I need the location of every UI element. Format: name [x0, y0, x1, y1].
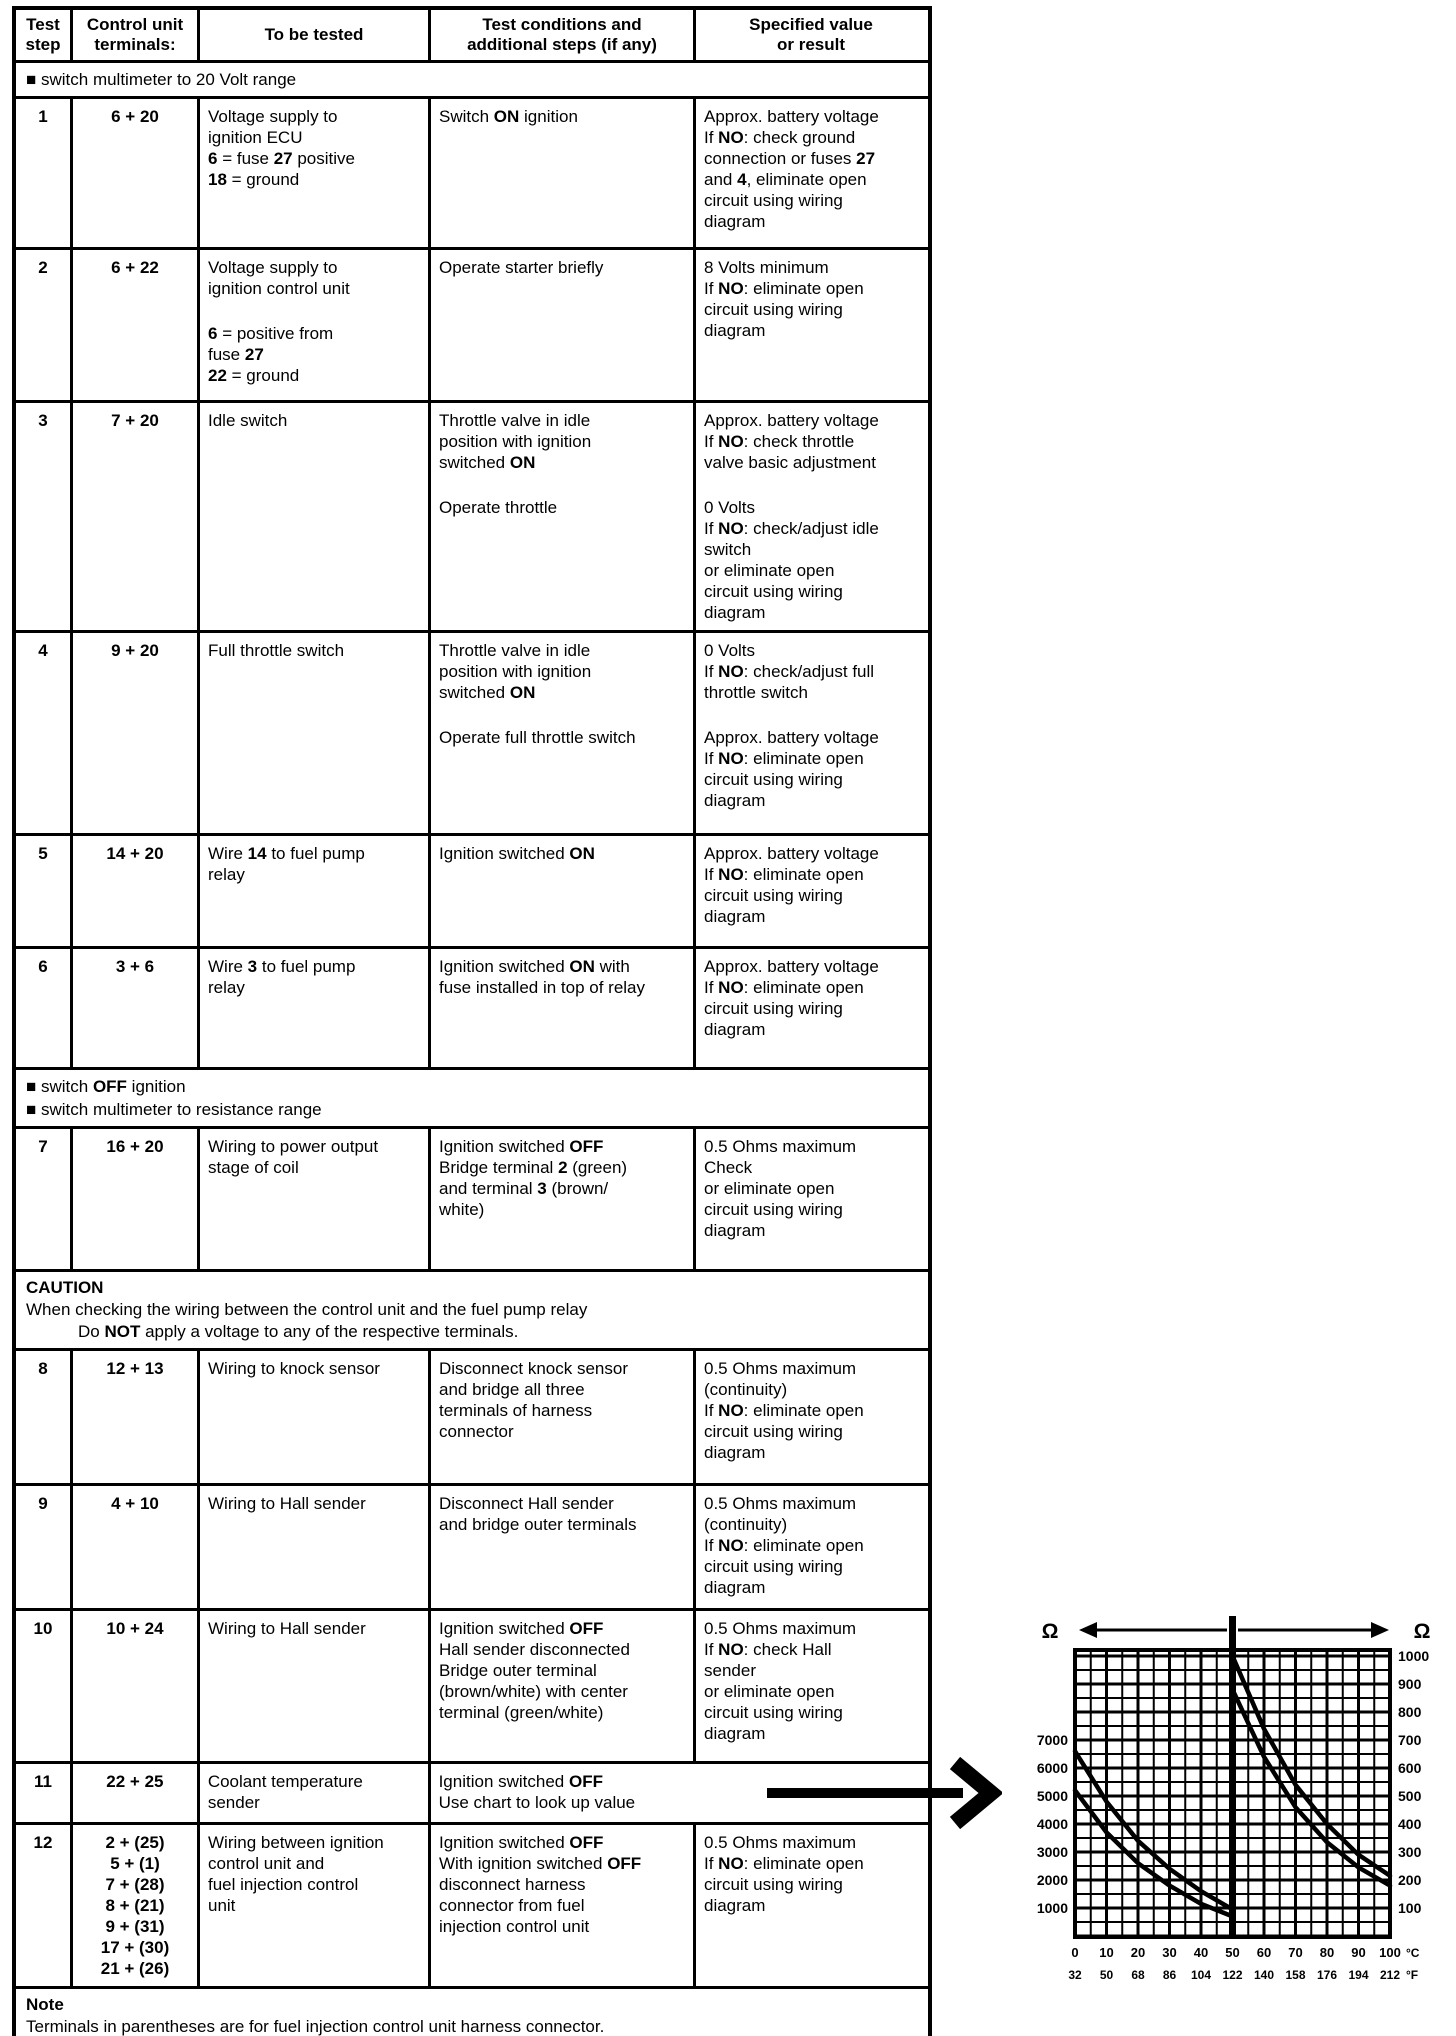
to-be-tested-text: Wiring to power output stage of coil [208, 1137, 379, 1177]
table-row [16, 403, 928, 633]
terminal-pair: 5 + (1) [110, 1854, 160, 1873]
test-step-cell [16, 250, 73, 400]
x-tick-label-celsius: 70 [1288, 1945, 1303, 1960]
caution-title: CAUTION [26, 1278, 104, 1297]
y-left-tick-label: 4000 [1036, 1816, 1068, 1832]
result-cell [696, 1486, 926, 1608]
y-right-tick-label: 1000 [1398, 1648, 1430, 1664]
terminals-cell [73, 1486, 200, 1608]
to-be-tested-text: Wire 14 to fuel pump relay [208, 844, 365, 884]
to-be-tested-cell [200, 836, 431, 946]
conditions-cell [431, 1825, 696, 1986]
to-be-tested-text: Idle switch [208, 411, 288, 430]
to-be-tested-text: Voltage supply to ignition ECU 6 = fuse 27 positive 18 = ground [208, 107, 355, 189]
conditions-text: Operate full throttle switch [439, 728, 636, 747]
column-header [696, 10, 926, 60]
result-text: Approx. battery voltage If NO: eliminate open circuit using wiring diagram [704, 728, 879, 810]
result-cell [696, 403, 926, 630]
left-scale-arrowhead [1079, 1622, 1097, 1638]
test-table [12, 6, 932, 2036]
x-tick-label-celsius: 80 [1319, 1945, 1335, 1960]
right-omega-label: Ω [1413, 1620, 1431, 1643]
x-tick-label-fahrenheit: 86 [1162, 1968, 1177, 1982]
x-tick-label-fahrenheit: 158 [1285, 1968, 1306, 1982]
y-left-tick-label: 7000 [1036, 1732, 1068, 1748]
right-scale-arrowhead [1371, 1622, 1389, 1638]
note-box [16, 1989, 928, 2036]
terminals-cell [73, 836, 200, 946]
table-row [16, 1486, 928, 1611]
result-cell [696, 1825, 926, 1986]
x-tick-label-celsius: 60 [1256, 1945, 1272, 1960]
x-tick-label-fahrenheit: 50 [1099, 1968, 1114, 1982]
terminal-pair: 22 + 25 [106, 1772, 164, 1791]
to-be-tested-cell [200, 949, 431, 1067]
column-header-line: or result [776, 35, 846, 54]
result-cell [696, 1611, 926, 1761]
x-tick-label-celsius: 40 [1193, 1945, 1209, 1960]
y-left-tick-label: 1000 [1036, 1900, 1068, 1916]
to-be-tested-text: Wiring to Hall sender [208, 1619, 366, 1638]
terminal-pair: 3 + 6 [115, 957, 155, 976]
test-step-cell [16, 949, 73, 1067]
y-right-tick-label: 500 [1398, 1788, 1422, 1804]
terminal-pair: 10 + 24 [106, 1619, 164, 1638]
table-body [16, 63, 928, 2036]
y-left-tick-label: 3000 [1036, 1844, 1068, 1860]
result-text: 0 Volts If NO: check/adjust idle switch or eliminate open circuit using wiring diagram [704, 498, 879, 622]
test-step-cell [16, 836, 73, 946]
to-be-tested-cell [200, 403, 431, 630]
conditions-text: Throttle valve in idle position with ignition switched ON [439, 411, 592, 472]
test-step-cell [16, 1129, 73, 1269]
y-right-tick-label: 800 [1398, 1704, 1422, 1720]
to-be-tested-text: Coolant temperature sender [207, 1772, 363, 1812]
conditions-text: Ignition switched OFF Use chart to look up value [438, 1772, 636, 1812]
y-left-tick-label: 6000 [1036, 1760, 1068, 1776]
conditions-text: Operate starter briefly [439, 258, 604, 277]
test-step-cell [16, 1351, 73, 1483]
column-header-line: To be tested [264, 25, 364, 44]
x-tick-label-fahrenheit: 104 [1190, 1968, 1212, 1982]
table-row [16, 836, 928, 949]
table-header-row [16, 10, 928, 63]
conditions-cell [431, 403, 696, 630]
result-text: 8 Volts minimum If NO: eliminate open circuit using wiring diagram [704, 258, 864, 340]
terminals-cell [73, 1611, 200, 1761]
result-text: 0 Volts If NO: check/adjust full throttle switch [704, 641, 875, 702]
x-tick-label-celsius: 90 [1351, 1945, 1366, 1960]
result-cell [696, 836, 926, 946]
x-tick-label-fahrenheit: 122 [1222, 1968, 1243, 1982]
test-step-cell [16, 1825, 73, 1986]
x-tick-label-celsius: 20 [1130, 1945, 1146, 1960]
terminal-pair: 2 + (25) [105, 1833, 165, 1852]
table-row [16, 1764, 928, 1825]
result-cell [696, 633, 926, 833]
test-step-number: 4 [38, 641, 48, 660]
column-header-line: additional steps (if any) [467, 35, 657, 54]
caution-box [16, 1272, 928, 1351]
test-step-number: 8 [38, 1359, 48, 1378]
conditions-cell [431, 1351, 696, 1483]
terminals-cell [73, 99, 200, 247]
x-tick-label-celsius: 0 [1071, 1945, 1079, 1960]
instruction-line: ■ switch multimeter to 20 Volt range [26, 70, 297, 89]
conditions-cell [431, 1764, 928, 1822]
test-step-cell [16, 1486, 73, 1608]
result-text: 0.5 Ohms maximum Check or eliminate open circuit using wiring diagram [704, 1137, 857, 1240]
instruction-line: ■ switch multimeter to resistance range [26, 1100, 322, 1119]
to-be-tested-cell [200, 1351, 431, 1483]
terminals-cell [73, 1351, 200, 1483]
x-tick-label-fahrenheit: 176 [1316, 1968, 1338, 1982]
to-be-tested-text: Wiring to Hall sender [208, 1494, 366, 1513]
conditions-cell [431, 633, 696, 833]
x-tick-label-fahrenheit: 140 [1253, 1968, 1275, 1982]
table-row [16, 1611, 928, 1764]
terminal-pair: 6 + 22 [111, 258, 159, 277]
terminal-pair: 4 + 10 [111, 1494, 159, 1513]
test-step-number: 7 [38, 1137, 48, 1156]
y-right-tick-label: 400 [1398, 1816, 1422, 1832]
conditions-text: Disconnect Hall sender and bridge outer terminals [439, 1494, 637, 1534]
to-be-tested-cell [200, 1611, 431, 1761]
to-be-tested-text: Wiring to knock sensor [208, 1359, 380, 1378]
terminal-pair: 17 + (30) [100, 1938, 170, 1957]
terminal-pair: 6 + 20 [111, 107, 159, 126]
column-header-line: step [25, 35, 61, 54]
test-step-number: 1 [38, 107, 48, 126]
terminal-pair: 7 + 20 [111, 411, 159, 430]
to-be-tested-cell [200, 1129, 431, 1269]
terminals-cell [73, 1825, 200, 1986]
table-row [16, 99, 928, 250]
terminals-cell [73, 250, 200, 400]
result-cell [696, 1129, 926, 1269]
conditions-text: Ignition switched OFF With ignition switched OFF disconnect harness connector from fuel injection control unit [439, 1833, 642, 1936]
test-step-cell [16, 403, 73, 630]
column-header [431, 10, 696, 60]
test-step-number: 9 [38, 1494, 48, 1513]
to-be-tested-cell [200, 1486, 431, 1608]
left-omega-label: Ω [1041, 1620, 1059, 1643]
terminals-cell [73, 1129, 200, 1269]
result-cell [696, 250, 926, 400]
conditions-cell [431, 1486, 696, 1608]
to-be-tested-text: Wire 3 to fuel pump relay [208, 957, 356, 997]
terminals-cell [73, 403, 200, 630]
column-header-line: Test conditions and [482, 15, 642, 34]
terminal-pair: 21 + (26) [100, 1959, 170, 1978]
y-left-tick-label: 2000 [1036, 1872, 1068, 1888]
column-header-line: Specified value [749, 15, 873, 34]
caution-line: Do NOT apply a voltage to any of the respective terminals. [78, 1322, 519, 1341]
instruction-band [16, 63, 928, 99]
y-right-tick-label: 900 [1398, 1676, 1422, 1692]
y-right-tick-label: 300 [1398, 1844, 1422, 1860]
x-tick-label-fahrenheit: 68 [1131, 1968, 1145, 1982]
y-right-tick-label: 100 [1398, 1900, 1422, 1916]
to-be-tested-text: Full throttle switch [208, 641, 345, 660]
conditions-cell [431, 99, 696, 247]
terminal-pair: 8 + (21) [105, 1896, 165, 1915]
to-be-tested-text: Voltage supply to ignition control unit [208, 258, 350, 298]
y-right-tick-label: 600 [1398, 1760, 1422, 1776]
to-be-tested-text: Wiring between ignition control unit and fuel injection control unit [208, 1833, 384, 1915]
note-line: Terminals in parentheses are for fuel injection control unit harness connector. [26, 2017, 605, 2036]
x-tick-label-celsius: 50 [1225, 1945, 1240, 1960]
table-row [16, 1351, 928, 1486]
to-be-tested-cell [200, 1764, 431, 1822]
terminals-cell [73, 949, 200, 1067]
y-right-tick-label: 200 [1398, 1872, 1422, 1888]
result-text: Approx. battery voltage If NO: eliminate open circuit using wiring diagram [704, 957, 879, 1039]
result-text: 0.5 Ohms maximum (continuity) If NO: eliminate open circuit using wiring diagram [704, 1359, 864, 1462]
conditions-text: Switch ON ignition [439, 107, 578, 126]
table-row [16, 1825, 928, 1989]
result-text: 0.5 Ohms maximum If NO: check Hall sender or eliminate open circuit using wiring diagram [704, 1619, 857, 1743]
result-cell [696, 99, 926, 247]
result-text: 0.5 Ohms maximum If NO: eliminate open circuit using wiring diagram [704, 1833, 864, 1915]
terminal-pair: 12 + 13 [106, 1359, 164, 1378]
result-text: 0.5 Ohms maximum (continuity) If NO: eliminate open circuit using wiring diagram [704, 1494, 864, 1597]
x-tick-label-fahrenheit: 194 [1348, 1968, 1369, 1982]
column-header [16, 10, 73, 60]
terminal-pair: 14 + 20 [106, 844, 164, 863]
to-be-tested-cell [200, 250, 431, 400]
test-step-cell [16, 1611, 73, 1761]
test-step-cell [16, 1764, 73, 1822]
conditions-cell [431, 250, 696, 400]
y-right-tick-label: 700 [1398, 1732, 1422, 1748]
table-row [16, 250, 928, 403]
column-header [73, 10, 200, 60]
column-header-line: Test [26, 15, 60, 34]
note-title: Note [26, 1995, 64, 2014]
terminal-pair: 16 + 20 [106, 1137, 164, 1156]
conditions-text: Disconnect knock sensor and bridge all three terminals of harness connector [439, 1359, 628, 1441]
result-text: Approx. battery voltage If NO: eliminate open circuit using wiring diagram [704, 844, 879, 926]
column-header [200, 10, 431, 60]
to-be-tested-cell [200, 1825, 431, 1986]
test-step-number: 3 [38, 411, 48, 430]
to-be-tested-cell [200, 99, 431, 247]
column-header-line: terminals: [94, 35, 176, 54]
x-tick-label-fahrenheit: 212 [1379, 1968, 1401, 1982]
resistance-chart [940, 1590, 1456, 2000]
result-text: Approx. battery voltage If NO: check throttle valve basic adjustment [704, 411, 879, 472]
test-step-number: 6 [38, 957, 48, 976]
conditions-text: Ignition switched ON [439, 844, 595, 863]
instruction-band [16, 1070, 928, 1129]
fahrenheit-unit-label: °F [1406, 1968, 1419, 1982]
conditions-cell [431, 836, 696, 946]
table-row [16, 633, 928, 836]
conditions-cell [431, 1611, 696, 1761]
table-row [16, 1129, 928, 1272]
conditions-text: Ignition switched OFF Bridge terminal 2 (green) and terminal 3 (brown/ white) [439, 1137, 628, 1219]
test-step-number: 5 [38, 844, 48, 863]
caution-line: When checking the wiring between the control unit and the fuel pump relay [26, 1300, 588, 1319]
test-step-cell [16, 99, 73, 247]
conditions-cell [431, 949, 696, 1067]
terminal-pair: 9 + (31) [105, 1917, 165, 1936]
conditions-text: Ignition switched OFF Hall sender disconnected Bridge outer terminal (brown/white) with center terminal (green/white) [439, 1619, 630, 1722]
instruction-line: ■ switch OFF ignition [26, 1077, 186, 1096]
test-step-number: 12 [33, 1833, 53, 1852]
result-text: Approx. battery voltage If NO: check ground connection or fuses 27 and 4, eliminate open circuit using wiring diagram [704, 107, 879, 231]
conditions-text: Operate throttle [439, 498, 558, 517]
celsius-unit-label: °C [1406, 1946, 1420, 1960]
terminal-pair: 7 + (28) [105, 1875, 165, 1894]
result-cell [696, 949, 926, 1067]
x-tick-label-fahrenheit: 32 [1068, 1968, 1082, 1982]
conditions-text: Ignition switched ON with fuse installed in top of relay [439, 957, 646, 997]
column-header-line: Control unit [86, 15, 184, 34]
terminals-cell [73, 1764, 200, 1822]
table-row [16, 949, 928, 1070]
to-be-tested-text: 6 = positive from fuse 27 22 = ground [208, 324, 334, 385]
test-step-number: 11 [33, 1772, 52, 1791]
y-left-tick-label: 5000 [1036, 1788, 1068, 1804]
test-step-number: 2 [38, 258, 48, 277]
conditions-cell [431, 1129, 696, 1269]
x-tick-label-celsius: 30 [1162, 1945, 1177, 1960]
result-cell [696, 1351, 926, 1483]
test-step-number: 10 [33, 1619, 53, 1638]
x-tick-label-celsius: 100 [1379, 1945, 1401, 1960]
to-be-tested-cell [200, 633, 431, 833]
terminal-pair: 9 + 20 [111, 641, 159, 660]
terminals-cell [73, 633, 200, 833]
x-tick-label-celsius: 10 [1099, 1945, 1114, 1960]
conditions-text: Throttle valve in idle position with ignition switched ON [439, 641, 592, 702]
test-step-cell [16, 633, 73, 833]
